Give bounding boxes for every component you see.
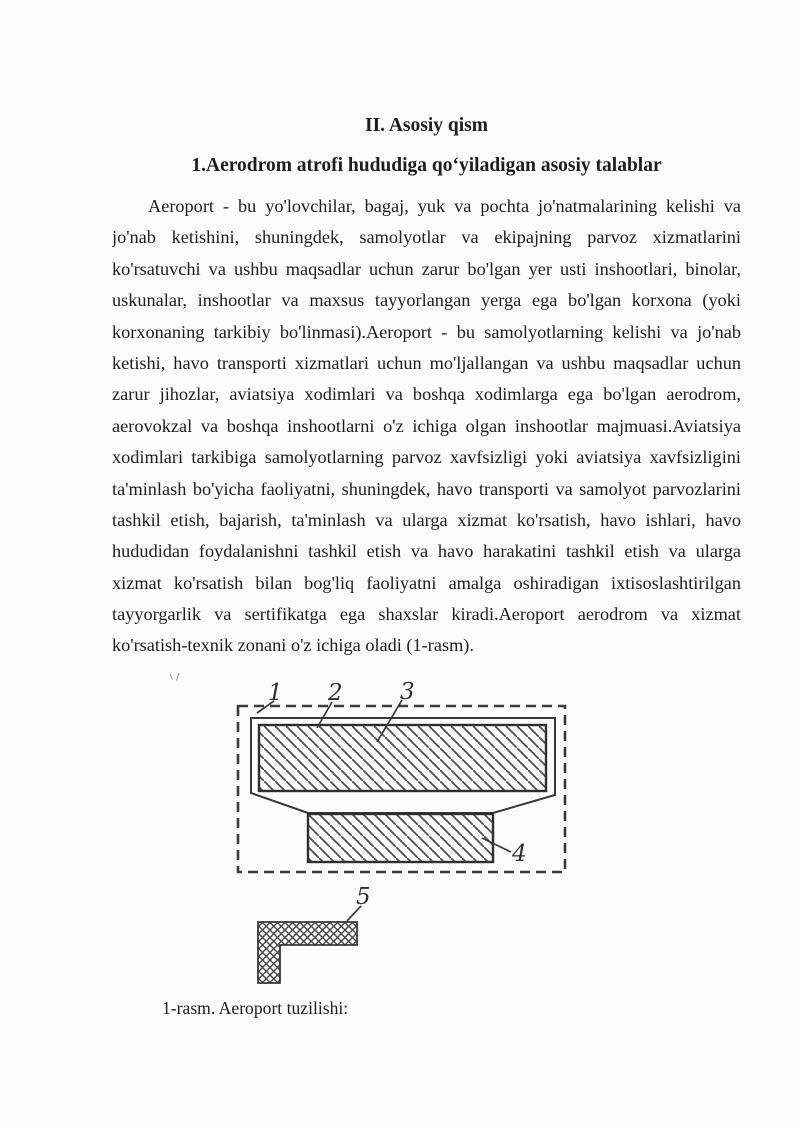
figure-label-5: 5 — [356, 884, 371, 910]
body-line: zarur jihozlar, aviatsiya xodimlari va boshqa xodimlarga ega bo'lgan aerodrom, — [112, 384, 741, 405]
body-line: Aeroport - bu yo'lovchilar, bagaj, yuk va pochta jo'natmalarining kelishi va — [148, 196, 741, 216]
figure-label-3: 3 — [400, 679, 415, 705]
airport-structure-figure — [160, 668, 590, 1000]
body-line: tashkil etish, bajarish, ta'minlash va ularga xizmat ko'rsatish, havo ishlari, havo — [112, 509, 741, 530]
section-subtitle: 1.Aerodrom atrofi hududiga qo‘yiladigan asosiy talablar — [191, 155, 662, 176]
body-line: ketishi, havo transporti xizmatlari uchun mo'ljallangan va ushbu maqsadlar uchun — [112, 352, 741, 373]
section-title: II. Asosiy qism — [365, 115, 488, 136]
body-line: ta'minlash bo'yicha faoliyatni, shuningdek, havo transporti va samolyot parvozlarini — [112, 478, 741, 499]
figure-label-2: 2 — [328, 680, 343, 706]
body-line: xizmat ko'rsatish bilan bog'liq faoliyatni amalga oshiradigan ixtisoslashtirilgan — [112, 572, 741, 593]
body-line: ko'rsatuvchi va ushbu maqsadlar uchun zarur bo'lgan yer usti inshootlari, binolar, — [112, 258, 741, 279]
body-line: jo'nab ketishini, shuningdek, samolyotlar va ekipajning parvoz xizmatlarini — [112, 227, 741, 248]
body-line: hududidan foydalanishni tashkil etish va havo harakatini tashkil etish va ularga — [112, 541, 741, 562]
body-line: ko'rsatish-texnik zonani o'z ichiga oladi (1-rasm). — [112, 635, 474, 656]
figure-label-1: 1 — [268, 680, 283, 706]
figure-label-4: 4 — [512, 841, 527, 867]
runway-strip-hatched — [259, 725, 546, 791]
body-line: uskunalar, inshootlar va maxsus tayyorlangan yerga ega bo'lgan korxona (yoki — [112, 290, 741, 311]
figure-caption: 1-rasm. Aeroport tuzilishi: — [162, 998, 349, 1018]
scan-artifact — [170, 673, 179, 681]
apron-hatched — [308, 814, 493, 862]
body-line: aerovokzal va boshqa inshootlarni o'z ichiga olgan inshootlar majmuasi.Aviatsiya — [112, 415, 741, 436]
body-line: xodimlari tarkibiga samolyotlarning parvoz xavfsizligi yoki aviatsiya xavfsizligini — [112, 447, 741, 468]
body-line: korxonaning tarkibiy bo'linmasi).Aeroport - bu samolyotlarning kelishi va jo'nab — [112, 321, 741, 342]
body-paragraph — [112, 191, 741, 662]
terminal-l-block — [258, 922, 357, 983]
body-line: tayyorgarlik va sertifikatga ega shaxslar kiradi.Aeroport aerodrom va xizmat — [112, 604, 741, 625]
